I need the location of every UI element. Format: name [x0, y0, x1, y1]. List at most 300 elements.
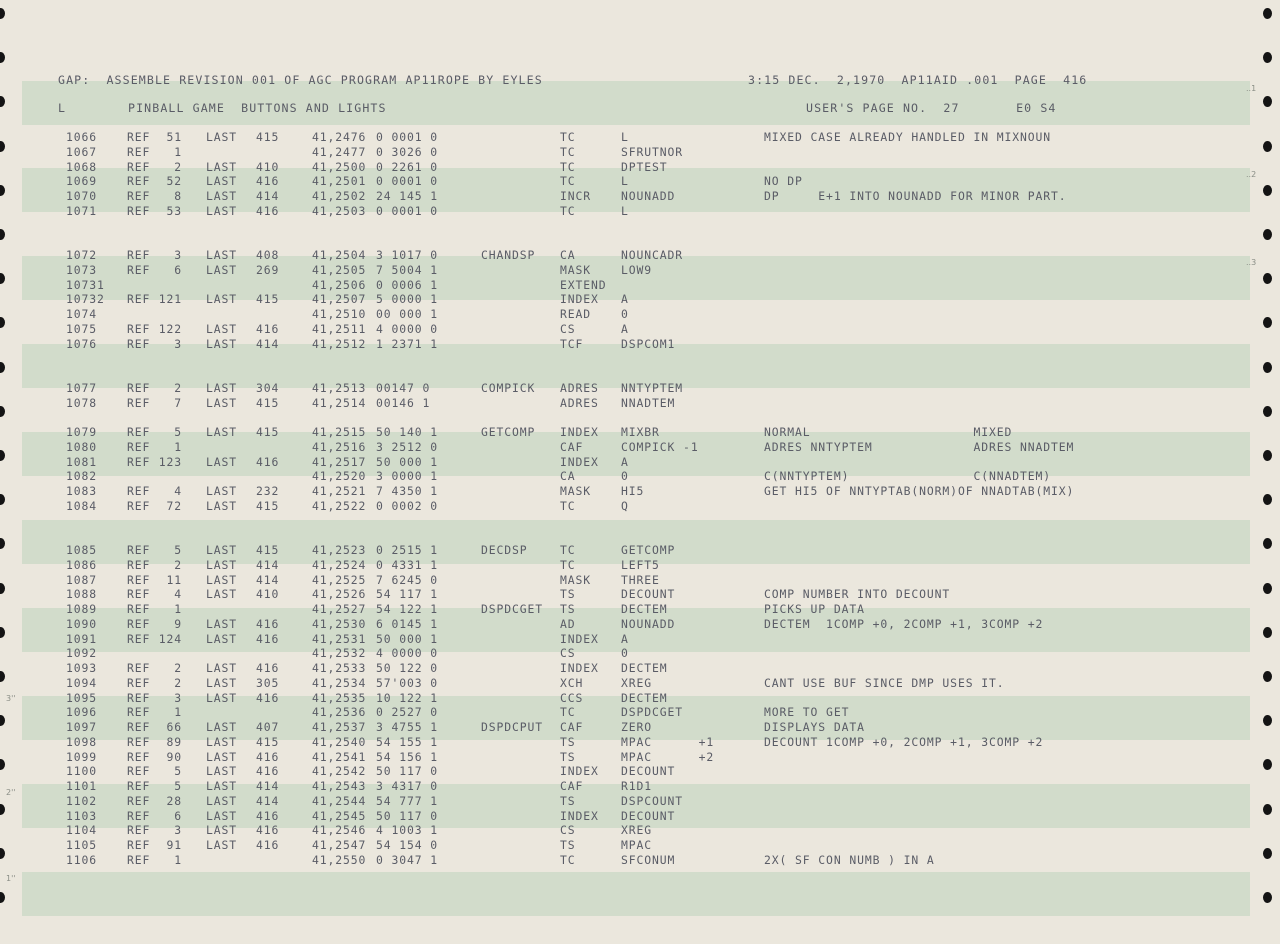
ref-count: 53	[166, 203, 182, 218]
ref-count: 66	[166, 720, 182, 734]
last-label: LAST	[206, 808, 238, 823]
address: 41,2545	[312, 808, 367, 823]
last-page: 414	[256, 557, 280, 572]
last-page: 416	[256, 454, 280, 469]
address: 41,2500	[312, 159, 367, 174]
comment: NO DP	[764, 174, 803, 189]
octal-code: 7 6245 0	[376, 572, 439, 587]
address: 41,2550	[312, 852, 367, 867]
operand: THREE	[621, 572, 660, 587]
operand: NOUNADD	[621, 189, 676, 203]
ref-count: 3	[174, 336, 182, 351]
listing-line	[0, 573, 1280, 588]
last-label: LAST	[206, 720, 238, 734]
last-page: 416	[256, 631, 280, 646]
operand: ZERO	[621, 720, 653, 734]
listing-line	[0, 351, 1280, 366]
operand: GETCOMP	[621, 543, 676, 557]
address: 41,2530	[312, 616, 367, 631]
operand: A	[621, 321, 629, 336]
line-number: 1100	[66, 764, 98, 779]
ref-label: REF	[127, 779, 151, 793]
last-page: 414	[256, 336, 280, 351]
last-page: 415	[256, 498, 280, 513]
opcode: TC	[560, 144, 576, 159]
address: 41,2522	[312, 498, 367, 513]
line-number: 1097	[66, 720, 98, 734]
address: 41,2504	[312, 248, 367, 262]
address: 41,2536	[312, 705, 367, 720]
line-number: 1075	[66, 321, 98, 336]
listing-line	[0, 189, 1280, 204]
listing-line	[0, 219, 1280, 234]
comment: 2X( SF CON NUMB ) IN A	[764, 852, 935, 867]
operand: DECTEM	[621, 661, 668, 675]
ref-count: 7	[174, 395, 182, 410]
margin-mark: 3''	[6, 694, 16, 703]
opcode: CA	[560, 469, 576, 484]
last-page: 415	[256, 734, 280, 749]
operand: DPTEST	[621, 159, 668, 174]
last-page: 415	[256, 543, 280, 557]
address: 41,2542	[312, 764, 367, 779]
last-label: LAST	[206, 631, 238, 646]
ref-label: REF	[127, 174, 151, 189]
octal-code: 4 0000 0	[376, 321, 439, 336]
octal-code: 0 0001 0	[376, 203, 439, 218]
octal-code: 0 3047 1	[376, 852, 439, 867]
listing-line	[0, 322, 1280, 337]
last-label: LAST	[206, 130, 238, 144]
line-number: 1091	[66, 631, 98, 646]
listing-line	[0, 735, 1280, 750]
octal-code: 0 2515 1	[376, 543, 439, 557]
operand: XREG	[621, 675, 653, 690]
ref-count: 28	[166, 793, 182, 808]
ref-count: 4	[174, 587, 182, 602]
line-number: 1085	[66, 543, 98, 557]
operand: DECOUNT	[621, 808, 676, 823]
opcode: CAF	[560, 439, 584, 454]
listing-line	[0, 410, 1280, 425]
ref-count: 3	[174, 248, 182, 262]
listing-line	[0, 528, 1280, 543]
margin-mark: ..3	[1246, 258, 1257, 267]
octal-code: 3 4317 0	[376, 779, 439, 793]
line-number: 1072	[66, 248, 98, 262]
last-label: LAST	[206, 336, 238, 351]
opcode: INDEX	[560, 425, 599, 439]
octal-code: 50 117 0	[376, 764, 439, 779]
opcode: INDEX	[560, 454, 599, 469]
listing-line	[0, 366, 1280, 381]
last-page: 410	[256, 159, 280, 174]
ref-label: REF	[127, 439, 151, 454]
operand: NNADTEM	[621, 395, 676, 410]
last-label: LAST	[206, 838, 238, 852]
ref-label: REF	[127, 734, 151, 749]
comment: COMP NUMBER INTO DECOUNT	[764, 587, 951, 602]
octal-code: 3 0000 1	[376, 469, 439, 484]
listing-line	[0, 646, 1280, 661]
ref-count: 124	[158, 631, 182, 646]
ref-label: REF	[127, 616, 151, 631]
listing-line	[0, 676, 1280, 691]
ref-label: REF	[127, 572, 151, 587]
last-page: 304	[256, 380, 280, 395]
address: 41,2540	[312, 734, 367, 749]
listing-line	[0, 779, 1280, 794]
comment: ADRES NNTYPTEM ADRES NNADTEM	[764, 439, 1075, 454]
last-page: 416	[256, 661, 280, 675]
ref-count: 2	[174, 675, 182, 690]
line-number: 1074	[66, 307, 98, 321]
opcode: TC	[560, 543, 576, 557]
listing-line	[0, 130, 1280, 145]
address: 41,2501	[312, 174, 367, 189]
operand: A	[621, 631, 629, 646]
opcode: TCF	[560, 336, 584, 351]
header-flag: L	[58, 101, 67, 115]
octal-code: 7 5004 1	[376, 262, 439, 277]
octal-code: 0 3026 0	[376, 144, 439, 159]
listing-line	[0, 661, 1280, 676]
operand: LOW9	[621, 262, 653, 277]
ref-count: 123	[158, 454, 182, 469]
opcode: INCR	[560, 189, 592, 203]
last-label: LAST	[206, 675, 238, 690]
listing-line	[0, 543, 1280, 558]
feed-hole	[1263, 96, 1272, 107]
address: 41,2510	[312, 307, 367, 321]
operand: MPAC +1	[621, 734, 715, 749]
comment: DISPLAYS DATA	[764, 720, 865, 734]
address: 41,2543	[312, 779, 367, 793]
symbol-label: DSPDCPUT	[481, 720, 544, 734]
comment: DECOUNT 1COMP +0, 2COMP +1, 3COMP +2	[764, 734, 1044, 749]
operand: MPAC	[621, 838, 653, 852]
ref-count: 52	[166, 174, 182, 189]
ref-count: 1	[174, 439, 182, 454]
opcode: TC	[560, 130, 576, 144]
ref-count: 5	[174, 764, 182, 779]
ref-count: 3	[174, 690, 182, 705]
octal-code: 0 2261 0	[376, 159, 439, 174]
address: 41,2511	[312, 321, 367, 336]
operand: MPAC +2	[621, 749, 715, 764]
last-page: 415	[256, 130, 280, 144]
line-number: 1088	[66, 587, 98, 602]
opcode: MASK	[560, 484, 592, 498]
last-page: 410	[256, 587, 280, 602]
line-number: 1086	[66, 557, 98, 572]
comment: DP E+1 INTO NOUNADD FOR MINOR PART.	[764, 189, 1067, 203]
comment: MORE TO GET	[764, 705, 850, 720]
last-label: LAST	[206, 395, 238, 410]
opcode: CCS	[560, 690, 584, 705]
ref-label: REF	[127, 793, 151, 808]
last-label: LAST	[206, 764, 238, 779]
opcode: TC	[560, 705, 576, 720]
last-label: LAST	[206, 690, 238, 705]
last-label: LAST	[206, 262, 238, 277]
ref-count: 1	[174, 705, 182, 720]
line-number: 1104	[66, 823, 98, 838]
last-page: 407	[256, 720, 280, 734]
opcode: CAF	[560, 779, 584, 793]
last-label: LAST	[206, 425, 238, 439]
ref-count: 72	[166, 498, 182, 513]
ref-count: 4	[174, 484, 182, 498]
symbol-label: COMPICK	[481, 380, 536, 395]
opcode: INDEX	[560, 808, 599, 823]
ref-label: REF	[127, 838, 151, 852]
opcode: TS	[560, 749, 576, 764]
ref-label: REF	[127, 454, 151, 469]
line-number: 1105	[66, 838, 98, 852]
ref-label: REF	[127, 852, 151, 867]
line-number: 1068	[66, 159, 98, 174]
octal-code: 54 117 1	[376, 587, 439, 602]
listing-line	[0, 263, 1280, 278]
comment: C(NNTYPTEM) C(NNADTEM)	[764, 469, 1052, 484]
ref-label: REF	[127, 690, 151, 705]
line-number: 10731	[66, 277, 105, 292]
last-label: LAST	[206, 543, 238, 557]
ref-label: REF	[127, 395, 151, 410]
line-number: 1082	[66, 469, 98, 484]
ref-count: 5	[174, 779, 182, 793]
operand: 0	[621, 307, 629, 321]
address: 41,2516	[312, 439, 367, 454]
last-page: 414	[256, 572, 280, 587]
address: 41,2476	[312, 130, 367, 144]
operand: DSPCOM1	[621, 336, 676, 351]
comment: NORMAL MIXED	[764, 425, 1013, 439]
last-label: LAST	[206, 484, 238, 498]
ref-label: REF	[127, 292, 151, 307]
green-bar	[22, 872, 1250, 916]
last-label: LAST	[206, 380, 238, 395]
ref-count: 2	[174, 159, 182, 174]
address: 41,2541	[312, 749, 367, 764]
last-label: LAST	[206, 587, 238, 602]
operand: NNTYPTEM	[621, 380, 684, 395]
feed-hole	[1263, 52, 1272, 63]
ref-label: REF	[127, 557, 151, 572]
address: 41,2537	[312, 720, 367, 734]
ref-count: 11	[166, 572, 182, 587]
last-page: 414	[256, 189, 280, 203]
last-page: 416	[256, 690, 280, 705]
address: 41,2477	[312, 144, 367, 159]
octal-code: 54 156 1	[376, 749, 439, 764]
octal-code: 0 2527 0	[376, 705, 439, 720]
octal-code: 50 117 0	[376, 808, 439, 823]
opcode: AD	[560, 616, 576, 631]
address: 41,2546	[312, 823, 367, 838]
opcode: INDEX	[560, 631, 599, 646]
line-number: 1102	[66, 793, 98, 808]
octal-code: 0 4331 1	[376, 557, 439, 572]
last-page: 305	[256, 675, 280, 690]
comment: GET HI5 OF NNTYPTAB(NORM)OF NNADTAB(MIX)	[764, 484, 1075, 498]
line-number: 1073	[66, 262, 98, 277]
octal-code: 1 2371 1	[376, 336, 439, 351]
ref-count: 2	[174, 661, 182, 675]
last-page: 416	[256, 321, 280, 336]
ref-count: 91	[166, 838, 182, 852]
symbol-label: DECDSP	[481, 543, 528, 557]
opcode: TS	[560, 602, 576, 616]
line-number: 1081	[66, 454, 98, 469]
listing-line	[0, 278, 1280, 293]
opcode: INDEX	[560, 764, 599, 779]
operand: NOUNADD	[621, 616, 676, 631]
last-page: 414	[256, 793, 280, 808]
octal-code: 54 777 1	[376, 793, 439, 808]
opcode: INDEX	[560, 292, 599, 307]
line-number: 1099	[66, 749, 98, 764]
comment: DECTEM 1COMP +0, 2COMP +1, 3COMP +2	[764, 616, 1044, 631]
octal-code: 57'003 0	[376, 675, 439, 690]
ref-label: REF	[127, 661, 151, 675]
operand: LEFT5	[621, 557, 660, 572]
address: 41,2507	[312, 292, 367, 307]
listing-line	[0, 809, 1280, 824]
last-label: LAST	[206, 734, 238, 749]
line-number: 1098	[66, 734, 98, 749]
ref-label: REF	[127, 498, 151, 513]
opcode: CA	[560, 248, 576, 262]
last-page: 416	[256, 764, 280, 779]
operand: MIXBR	[621, 425, 660, 439]
last-page: 416	[256, 174, 280, 189]
ref-count: 9	[174, 616, 182, 631]
ref-label: REF	[127, 130, 151, 144]
address: 41,2544	[312, 793, 367, 808]
opcode: TS	[560, 587, 576, 602]
line-number: 1096	[66, 705, 98, 720]
ref-label: REF	[127, 336, 151, 351]
comment: PICKS UP DATA	[764, 602, 865, 616]
feed-hole	[0, 8, 5, 19]
last-page: 415	[256, 292, 280, 307]
last-page: 415	[256, 425, 280, 439]
ref-count: 5	[174, 543, 182, 557]
last-label: LAST	[206, 572, 238, 587]
feed-hole	[1263, 892, 1272, 903]
ref-count: 121	[158, 292, 182, 307]
last-page: 416	[256, 838, 280, 852]
ref-label: REF	[127, 543, 151, 557]
listing-line	[0, 455, 1280, 470]
listing-line	[0, 823, 1280, 838]
octal-code: 50 000 1	[376, 454, 439, 469]
ref-label: REF	[127, 764, 151, 779]
ref-label: REF	[127, 720, 151, 734]
listing-line	[0, 558, 1280, 573]
line-number: 1092	[66, 646, 98, 661]
ref-count: 2	[174, 380, 182, 395]
address: 41,2506	[312, 277, 367, 292]
ref-label: REF	[127, 808, 151, 823]
ref-label: REF	[127, 631, 151, 646]
address: 41,2532	[312, 646, 367, 661]
line-number: 1095	[66, 690, 98, 705]
line-number: 1078	[66, 395, 98, 410]
ref-count: 3	[174, 823, 182, 838]
octal-code: 4 0000 0	[376, 646, 439, 661]
listing-line	[0, 440, 1280, 455]
opcode: CAF	[560, 720, 584, 734]
octal-code: 3 2512 0	[376, 439, 439, 454]
octal-code: 6 0145 1	[376, 616, 439, 631]
operand: L	[621, 174, 629, 189]
listing-line	[0, 160, 1280, 175]
last-label: LAST	[206, 174, 238, 189]
opcode: TS	[560, 734, 576, 749]
operand: DECOUNT	[621, 764, 676, 779]
line-number: 1084	[66, 498, 98, 513]
octal-code: 50 000 1	[376, 631, 439, 646]
operand: HI5	[621, 484, 645, 498]
listing-line	[0, 469, 1280, 484]
last-label: LAST	[206, 823, 238, 838]
last-label: LAST	[206, 793, 238, 808]
ref-label: REF	[127, 484, 151, 498]
operand: COMPICK -1	[621, 439, 699, 454]
ref-count: 89	[166, 734, 182, 749]
symbol-label: GETCOMP	[481, 425, 536, 439]
opcode: TC	[560, 203, 576, 218]
octal-code: 24 145 1	[376, 189, 439, 203]
opcode: READ	[560, 307, 592, 321]
last-page: 416	[256, 749, 280, 764]
opcode: TC	[560, 498, 576, 513]
address: 41,2535	[312, 690, 367, 705]
ref-count: 6	[174, 808, 182, 823]
address: 41,2517	[312, 454, 367, 469]
ref-count: 5	[174, 425, 182, 439]
last-label: LAST	[206, 159, 238, 174]
listing-line	[0, 484, 1280, 499]
operand: Q	[621, 498, 629, 513]
ref-label: REF	[127, 321, 151, 336]
opcode: TS	[560, 838, 576, 852]
listing-line	[0, 720, 1280, 735]
operand: DSPDCGET	[621, 705, 684, 720]
opcode: EXTEND	[560, 277, 607, 292]
operand: A	[621, 292, 629, 307]
line-number: 1069	[66, 174, 98, 189]
listing-line	[0, 204, 1280, 219]
listing-line	[0, 337, 1280, 352]
operand: 0	[621, 469, 629, 484]
operand: DECOUNT	[621, 587, 676, 602]
address: 41,2523	[312, 543, 367, 557]
opcode: TS	[560, 793, 576, 808]
listing-line	[0, 292, 1280, 307]
listing-line	[0, 838, 1280, 853]
ref-count: 122	[158, 321, 182, 336]
octal-code: 00147 0	[376, 380, 431, 395]
line-number: 1066	[66, 130, 98, 144]
ref-label: REF	[127, 189, 151, 203]
ref-label: REF	[127, 749, 151, 764]
listing-line	[0, 381, 1280, 396]
opcode: XCH	[560, 675, 584, 690]
